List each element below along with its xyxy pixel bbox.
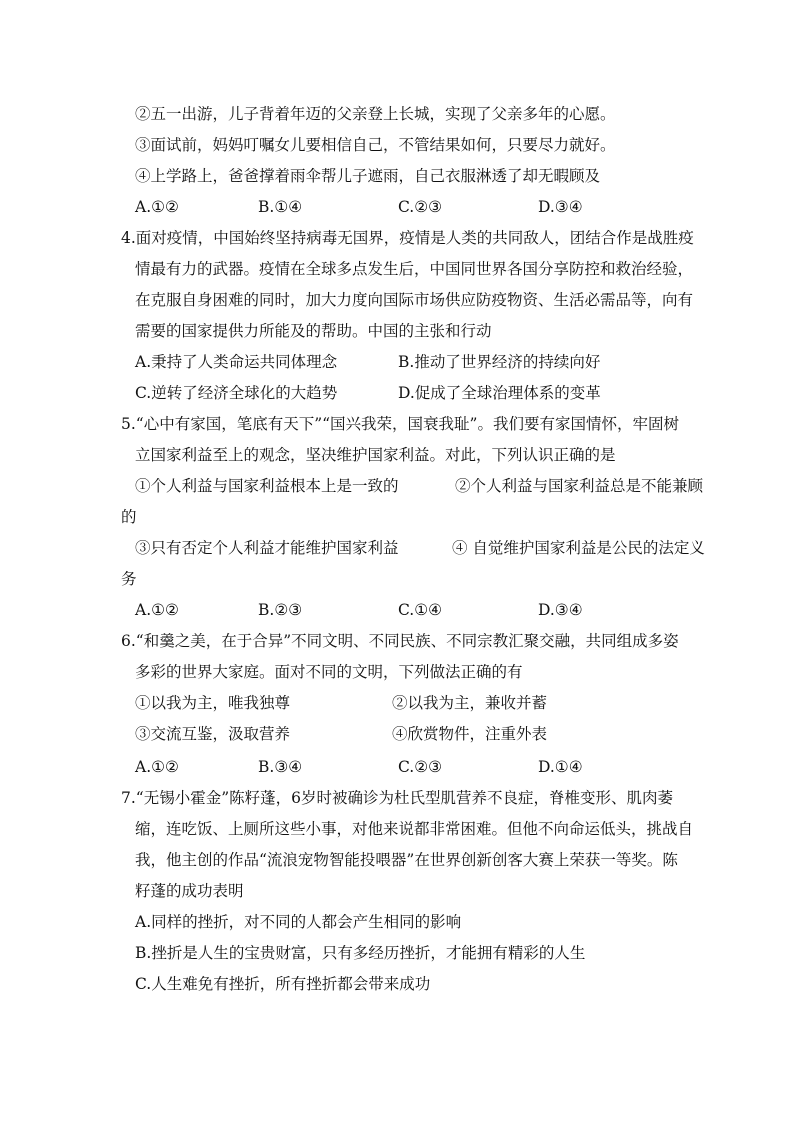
q7-option-b: B.挫折是人生的宝贵财富，只有多经历挫折，才能拥有精彩的人生 xyxy=(135,944,586,962)
q6-item-1: ①以我为主，唯我独尊 xyxy=(135,694,291,712)
q5-item-2-wrap: 的 xyxy=(121,508,137,526)
q6-item-4: ④欣赏物件，注重外表 xyxy=(392,725,548,743)
q5-option-d: D.③④ xyxy=(538,601,583,619)
q4-option-d: D.促成了全球治理体系的变革 xyxy=(398,384,601,402)
q3-item-4: ④上学路上，爸爸撑着雨伞帮儿子遮雨，自己衣服淋透了却无暇顾及 xyxy=(135,167,601,185)
q6-option-b: B.③④ xyxy=(258,758,303,776)
q5-option-b: B.②③ xyxy=(258,601,303,619)
q4-stem-line-4: 需要的国家提供力所能及的帮助。中国的主张和行动 xyxy=(135,322,492,340)
q4-stem-line-1: 4.面对疫情，中国始终坚持病毒无国界，疫情是人类的共同敌人，团结合作是战胜疫 xyxy=(121,229,694,247)
q5-option-a: A.①② xyxy=(135,601,179,619)
q7-stem-line-3: 我，他主创的作品“流浪宠物智能投喂器”在世界创新创客大赛上荣获一等奖。陈 xyxy=(135,851,678,869)
q5-item-2: ②个人利益与国家利益总是不能兼顾 xyxy=(455,477,704,495)
q7-option-a: A.同样的挫折，对不同的人都会产生相同的影响 xyxy=(135,913,462,931)
q5-item-3: ③只有否定个人利益才能维护国家利益 xyxy=(135,539,399,557)
q5-stem-line-1: 5.“心中有家国，笔底有天下”“国兴我荣，国衰我耻”。我们要有家国情怀，牢固树 xyxy=(121,415,679,433)
q6-option-d: D.①④ xyxy=(538,758,583,776)
q3-item-3: ③面试前，妈妈叮嘱女儿要相信自己，不管结果如何，只要尽力就好。 xyxy=(135,136,616,154)
q3-item-2: ②五一出游，儿子背着年迈的父亲登上长城，实现了父亲多年的心愿。 xyxy=(135,105,616,123)
q4-stem-line-2: 情最有力的武器。疫情在全球多点发生后，中国同世界各国分享防控和救治经验， xyxy=(135,260,694,278)
q7-option-c: C.人生难免有挫折，所有挫折都会带来成功 xyxy=(135,975,431,993)
q5-option-c: C.①④ xyxy=(398,601,443,619)
q4-option-b: B.推动了世界经济的持续向好 xyxy=(398,353,601,371)
q5-item-1: ①个人利益与国家利益根本上是一致的 xyxy=(135,477,399,495)
q7-stem-line-1: 7.“无锡小霍金”陈籽蓬，6岁时被确诊为杜氏型肌营养不良症，脊椎变形、肌肉萎 xyxy=(121,789,674,807)
q3-option-b: B.①④ xyxy=(258,198,303,216)
q3-option-a: A.①② xyxy=(135,198,179,216)
q3-option-c: C.②③ xyxy=(398,198,443,216)
q6-item-2: ②以我为主，兼收并蓄 xyxy=(392,694,548,712)
q5-stem-line-2: 立国家利益至上的观念，坚决维护国家利益。对此，下列认识正确的是 xyxy=(135,446,616,464)
q7-stem-line-2: 缩，连吃饭、上厕所这些小事，对他来说都非常困难。但他不向命运低头，挑战自 xyxy=(135,820,694,838)
q4-option-a: A.秉持了人类命运共同体理念 xyxy=(135,353,338,371)
q5-item-4-wrap: 务 xyxy=(121,570,137,588)
q6-stem-line-2: 多彩的世界大家庭。面对不同的文明，下列做法正确的有 xyxy=(135,663,523,681)
q5-item-4: ④ 自觉维护国家利益是公民的法定义 xyxy=(452,539,705,557)
q6-item-3: ③交流互鉴，汲取营养 xyxy=(135,725,291,743)
q4-option-c: C.逆转了经济全球化的大趋势 xyxy=(135,384,338,402)
q4-stem-line-3: 在克服自身困难的同时，加大力度向国际市场供应防疫物资、生活必需品等，向有 xyxy=(135,291,694,309)
q3-option-d: D.③④ xyxy=(538,198,583,216)
q7-stem-line-4: 籽蓬的成功表明 xyxy=(135,882,244,900)
q6-option-a: A.①② xyxy=(135,758,179,776)
q6-stem-line-1: 6.“和羹之美，在于合异”不同文明、不同民族、不同宗教汇聚交融，共同组成多姿 xyxy=(121,632,679,650)
q6-option-c: C.②③ xyxy=(398,758,443,776)
